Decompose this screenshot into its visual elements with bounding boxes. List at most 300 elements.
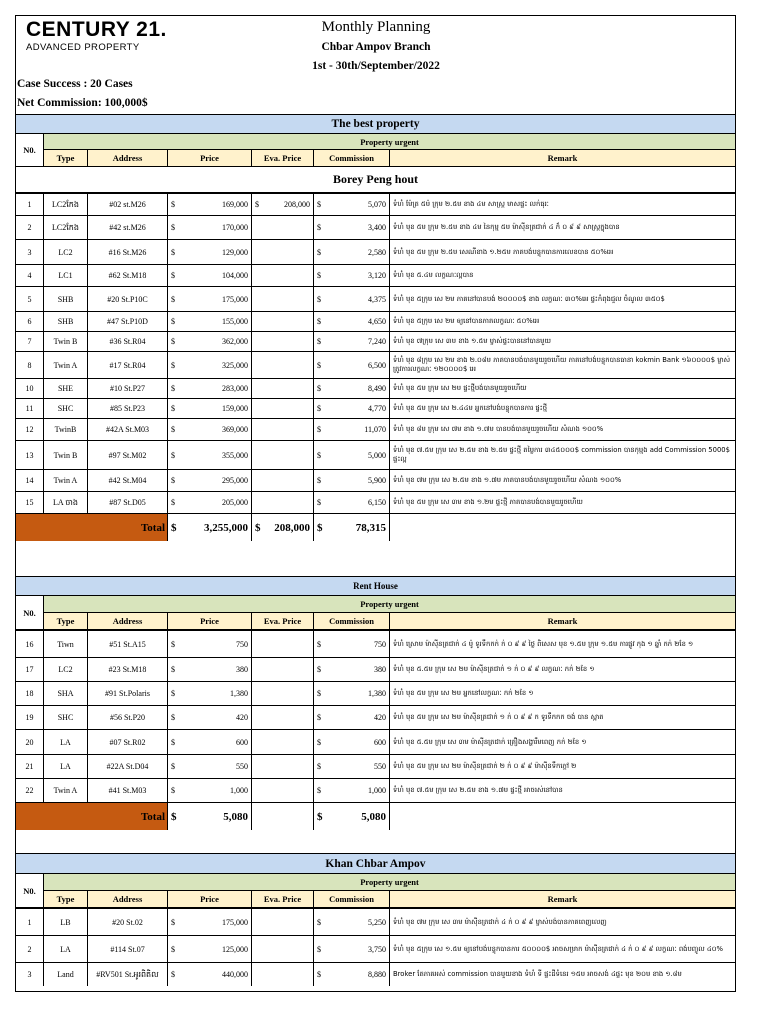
row-price [168,441,252,469]
row-eva-price [252,419,314,440]
currency-sign: $ [171,404,175,413]
row-commission [314,779,390,802]
logo-tagline: ADVANCED PROPERTY [26,42,140,53]
table-row [16,469,735,491]
table-header [16,133,735,166]
currency-sign: $ [317,223,321,232]
row-address: #07 St.R02 [88,730,168,754]
row-address: #56 St.P20 [88,706,168,729]
row-remark: ទំហំ មុខ ៥ម ក្រុម សេ ២ម ម៉ាស៊ីនត្រជាក់ ២ ក់ ០ ៩ ៩ ម៉ាស៊ីនទឹកក្តៅ ២ [393,762,577,770]
row-remark: ទំហំ មុខ ៥ម ក្រុម សេ ២ម ផ្ទះថ្មីបង់បានមួយរួចហើយ [393,384,527,392]
row-address: #22A St.D04 [88,755,168,778]
row-price [168,936,252,962]
row-price [168,909,252,935]
row-price [168,352,252,378]
row-price [168,419,252,440]
row-eva-price [252,631,314,657]
row-eva-price [252,492,314,513]
row-no: 14 [16,470,44,491]
row-address: #47 St.P10D [88,312,168,331]
currency-sign: $ [317,970,321,979]
price-value: 750 [236,639,248,649]
header-property-urgent: Property urgent [44,134,735,150]
total-commission-value: 5,080 [361,810,386,823]
row-address: #20 St.02 [88,909,168,935]
row-commission [314,441,390,469]
commission-value: 550 [374,762,386,771]
header-price: Price [168,150,252,166]
row-no: 3 [16,963,44,986]
row-price [168,379,252,398]
header-no: N0. [16,596,44,629]
table-row [16,331,735,351]
row-no: 7 [16,332,44,351]
row-remark: ទំហំ មុខ ៥ម ក្រុម សេ ២ម អ្នកនៅលក្ខណៈ កក់ ២ខែ ១ [393,689,534,697]
row-address: #114 St.07 [88,936,168,962]
row-type: Twin B [44,332,88,351]
currency-sign: $ [317,713,321,722]
row-remark: ទំហំ មុខ ៨ក្រុម សេ ២ម ខាង ២.០៨ម ភាគបានបង់បានមួយរួចហើយ ភាគនៅបង់បន្ទុកបានធានា kokmin Bank ១៦០០០០$ ម្ចាស់ត្រូវការលក្ខណៈ ១២០០០០$ អេ [393,356,731,373]
currency-sign: $ [171,521,177,534]
row-remark: ទំហំ មុខ ៥ម ក្រុម សេ ៣ម ខាង ១.២ម ផ្ទះថ្មី ភាគបានបង់បានមួយរួចហើយ [393,498,583,506]
table-row [16,681,735,705]
row-remark: ទំហំ មុខ ៧ម ក្រុម សេ ២.៥ម ខាង ១.៧ម ភាគបានបង់បានមួយរួចហើយ សំណង ១០០% [393,476,622,484]
currency-sign: $ [171,917,175,927]
commission-value: 1,000 [368,786,386,795]
row-eva-price [252,682,314,705]
currency-sign: $ [317,200,321,209]
row-commission [314,379,390,398]
row-type: SHE [44,379,88,398]
total-commission [314,514,390,541]
table-row [16,239,735,264]
net-commission: Net Commission: 100,000$ [17,97,148,109]
price-value: 550 [236,762,248,771]
commission-value: 8,490 [368,384,386,393]
row-price [168,216,252,239]
section-table-khan-chbar-ampov [16,907,735,986]
row-commission [314,265,390,286]
commission-value: 11,070 [364,425,386,434]
row-type: SHB [44,312,88,331]
table-row [16,657,735,681]
row-type: LC2 [44,240,88,264]
currency-sign: $ [171,762,175,771]
row-address: #91 St.Polaris [88,682,168,705]
row-eva-price [252,352,314,378]
row-remark: ទំហំ មុខ ៥.៥ម ក្រុម សេ ៣ម ម៉ាស៊ីនត្រជាក់ គ្រឿងសង្ហារឹមពេញ កក់ ២ខែ ១ [393,737,587,746]
header-remark: Remark [547,893,578,904]
header-commission: Commission [314,150,390,166]
row-commission [314,399,390,418]
commission-value: 5,250 [368,917,386,927]
total-eva-price [252,514,314,541]
row-address: #16 St.M26 [88,240,168,264]
row-price [168,755,252,778]
table-row [16,935,735,962]
row-price [168,332,252,351]
case-success: Case Success : 20 Cases [17,78,133,90]
currency-sign: $ [317,737,321,747]
row-type: SHB [44,287,88,311]
row-type: LC1 [44,265,88,286]
price-value: 600 [236,737,248,747]
commission-value: 4,770 [368,404,386,413]
currency-sign: $ [317,294,321,304]
currency-sign: $ [317,476,321,485]
currency-sign: $ [317,337,321,346]
price-value: 369,000 [222,425,248,434]
total-row [16,802,735,830]
price-value: 175,000 [222,917,248,927]
table-row [16,311,735,331]
commission-value: 420 [374,713,386,722]
currency-sign: $ [317,384,321,393]
row-type: Twin A [44,352,88,378]
row-no: 8 [16,352,44,378]
currency-sign: $ [171,294,175,304]
row-remark: ទំហំ មុខ ៥ម ក្រុម ២.៥ម ខាង ៤ម នៃកុម្ម ៥ម ម៉ាស៊ីនត្រជាក់ ៤ ក៏ ០ ៩ ៩ សាស្រ្តក្នុងបាន [393,223,620,231]
price-value: 170,000 [222,223,248,232]
row-eva-price [252,779,314,802]
currency-sign: $ [317,689,321,698]
row-price [168,399,252,418]
row-address: #42A St.M03 [88,419,168,440]
row-no: 22 [16,779,44,802]
row-remark: ទំហំ មុខ ៥ម ក្រុម ២.៥ម សេណីខាង ១.២៥ម ភាគបង់បន្ទុកបានការលេខបាន ៥០%អេ [393,247,614,256]
row-type: SHC [44,399,88,418]
row-price [168,194,252,215]
header-commission: Commission [314,891,390,908]
price-value: 440,000 [222,970,248,979]
total-price [168,803,252,830]
header-address: Address [88,613,168,630]
currency-sign: $ [171,200,175,209]
row-no: 12 [16,419,44,440]
commission-value: 4,375 [368,294,386,304]
row-no: 15 [16,492,44,513]
row-no: 20 [16,730,44,754]
header-remark: Remark [547,153,578,163]
row-address: #42 St.M04 [88,470,168,491]
row-type: Twin B [44,441,88,469]
row-commission [314,909,390,935]
row-price [168,706,252,729]
commission-value: 380 [374,665,386,674]
currency-sign: $ [171,498,175,507]
row-eva-price [252,332,314,351]
table-row [16,193,735,215]
currency-sign: $ [171,247,175,257]
row-price [168,470,252,491]
total-row [16,513,735,541]
total-remark-empty [390,803,735,830]
header-eva-price: Eva. Price [252,891,314,908]
currency-sign: $ [317,762,321,771]
row-address: #41 St.M03 [88,779,168,802]
row-eva-price [252,194,314,215]
row-remark: ទំហំ មុខ ៧ម ក្រុម សេ ៣ម ម៉ាស៊ីនត្រជាក់ ៤ ក់ ០ ៩ ៩ ម្ចាស់បង់បានភាគពេញលេញ [393,917,607,926]
total-price-value: 5,080 [223,810,248,823]
row-no: 2 [16,936,44,962]
row-address: #23 St.M18 [88,658,168,681]
table-row [16,778,735,802]
currency-sign: $ [171,944,175,954]
row-type: SHC [44,706,88,729]
row-commission [314,332,390,351]
row-no: 1 [16,909,44,935]
currency-sign: $ [317,639,321,649]
currency-sign: $ [255,200,259,209]
header-price: Price [168,891,252,908]
row-eva-price [252,287,314,311]
row-no: 4 [16,265,44,286]
row-remark: ទំហំ មុខ ៥ម ក្រុម សេ ២.៤៤ម អ្នកនៅបង់បន្ទុកបានការ ផ្ទះថ្មី [393,404,548,412]
row-no: 11 [16,399,44,418]
header-address: Address [88,891,168,908]
header-property-urgent: Property urgent [44,596,735,613]
currency-sign: $ [171,384,175,393]
planning-sheet [15,15,736,992]
currency-sign: $ [317,317,321,326]
commission-value: 3,750 [368,944,386,954]
currency-sign: $ [255,521,261,534]
eva-value: 208,000 [284,200,310,209]
row-price [168,312,252,331]
currency-sign: $ [171,786,175,795]
row-remark: ទំហំ មុខ ៥ក្រុម សេ ២ម ភាគនៅបានបង់ ២០០០០$ ខាង លក្ខណៈ ៣០%អេ ផ្ទះកំពុងជួល ចំណូល ៣៥០$ [393,294,665,303]
header-eva-price: Eva. Price [252,613,314,630]
subsection-borey-peng-hout: Borey Peng hout [16,166,735,192]
row-no: 17 [16,658,44,681]
row-eva-price [252,963,314,986]
currency-sign: $ [317,810,323,823]
row-type: LA ចាង [44,492,88,513]
row-address: #17 St.R04 [88,352,168,378]
row-no: 3 [16,240,44,264]
row-type: LA [44,936,88,962]
currency-sign: $ [317,521,323,534]
table-row [16,491,735,513]
row-remark: ទំហំ មុខ ៨ម ក្រុម សេ ៧ម ខាង ១.៧ម បានបង់បានមួយរួចហើយ សំណង ១០០% [393,425,604,433]
row-address: #RV501 St.អូរពិតិល [88,963,168,986]
price-value: 1,000 [230,786,248,795]
row-price [168,265,252,286]
row-commission [314,419,390,440]
table-row [16,398,735,418]
row-price [168,658,252,681]
price-value: 104,000 [222,271,248,280]
row-eva-price [252,441,314,469]
currency-sign: $ [317,404,321,413]
row-address: #85 St.P23 [88,399,168,418]
section-band-rent-house: Rent House [16,576,735,595]
section-band-khan-chbar-ampov: Khan Chbar Ampov [16,853,735,873]
row-remark: ទំហំ មុខ ៧.៥ម ក្រុម សេ ២.៥ម ខាង ២.៥ម ផ្ទះថ្មី តម្លៃការ ៣៤៥០០០$ commission បានកុម្មង add Commission 5000$ ផ្ទះល្អ [393,446,730,463]
row-eva-price [252,755,314,778]
price-value: 175,000 [222,294,248,304]
price-value: 1,380 [230,689,248,698]
row-remark: ទំហំ ស្រោម ម៉ាស៊ីនត្រជាក់ ៤ ម៉ូ ទូរទឹកកក់ ក់ ០ ៩ ៩ ថ្ងៃ ពិសេស មុខ ១.៥ម ក្រុម ១.៥ម ការផ្លូវ កុង ១ ឆ្នាំ កក់ ២ខែ ១ [393,639,694,648]
row-address: #02 st.M26 [88,194,168,215]
commission-value: 1,380 [368,689,386,698]
commission-value: 4,650 [368,317,386,326]
row-address: #42 st.M26 [88,216,168,239]
table-row [16,378,735,398]
table-row [16,754,735,778]
header-remark: Remark [547,615,578,626]
commission-value: 5,070 [368,200,386,209]
total-eva-price [252,803,314,830]
row-commission [314,240,390,264]
row-eva-price [252,706,314,729]
row-commission [314,755,390,778]
row-remark: Broker តែភាគអស់ commission បានមួយខាង ទំហំ ទី ផ្ទះដីទំនេរ ១៥ម អាចសង់ ៤ផ្ទះ មុខ ២០ម ខាង ១.៨ម [393,970,682,978]
header-type: Type [44,613,88,630]
table-row [16,962,735,986]
row-commission [314,312,390,331]
section-table-best-property [16,192,735,541]
row-remark: ទំហំ មុខ ៥.៤ម លក្ខណៈល្អបាន [393,271,474,279]
currency-sign: $ [171,713,175,722]
row-price [168,730,252,754]
row-commission [314,936,390,962]
currency-sign: $ [171,271,175,280]
row-no: 1 [16,194,44,215]
row-price [168,779,252,802]
row-eva-price [252,658,314,681]
row-address: #62 St.M18 [88,265,168,286]
row-price [168,240,252,264]
table-row [16,286,735,311]
currency-sign: $ [171,450,175,460]
row-type: TwinB [44,419,88,440]
price-value: 169,000 [222,200,248,209]
row-commission [314,470,390,491]
century21-logo [26,18,167,54]
currency-sign: $ [171,665,175,674]
row-address: #97 St.M02 [88,441,168,469]
currency-sign: $ [171,476,175,485]
total-commission-value: 78,315 [355,521,386,534]
commission-value: 2,580 [368,247,386,257]
total-label: Total [16,514,168,541]
header-commission: Commission [314,613,390,630]
price-value: 283,000 [222,384,248,393]
table-header [16,873,735,907]
row-type: LA [44,730,88,754]
row-type: LB [44,909,88,935]
row-commission [314,682,390,705]
table-row [16,729,735,754]
total-price [168,514,252,541]
currency-sign: $ [171,425,175,434]
total-remark-empty [390,514,735,541]
price-value: 325,000 [222,360,248,370]
row-commission [314,706,390,729]
currency-sign: $ [317,944,321,954]
row-no: 10 [16,379,44,398]
row-address: #51 St.A15 [88,631,168,657]
commission-value: 600 [374,737,386,747]
row-eva-price [252,265,314,286]
currency-sign: $ [171,317,175,326]
row-eva-price [252,909,314,935]
page-title: Monthly Planning [321,19,431,35]
table-row [16,908,735,935]
row-price [168,682,252,705]
row-address: #20 St.P10C [88,287,168,311]
row-commission [314,287,390,311]
commission-value: 750 [374,639,386,649]
table-row [16,215,735,239]
header-type: Type [44,891,88,908]
row-type: LC2កែង [44,216,88,239]
price-value: 380 [236,665,248,674]
sheet-header [16,16,735,114]
row-type: Tiwn [44,631,88,657]
row-commission [314,194,390,215]
header-type: Type [44,150,88,166]
row-no: 18 [16,682,44,705]
row-remark: ទំហំ មុខ ៥ក្រុម សេ ២ម ឲ្យនៅបានភាគលក្ខណៈ ៥០%អេ [393,317,540,325]
commission-value: 8,880 [368,970,386,979]
table-row [16,705,735,729]
header-no: N0. [16,874,44,907]
row-address: #36 St.R04 [88,332,168,351]
section-band-best-property: The best property [16,114,735,133]
row-type: LC2កែង [44,194,88,215]
table-header [16,595,735,629]
commission-value: 3,400 [368,223,386,232]
header-price: Price [168,613,252,630]
row-no: 21 [16,755,44,778]
section-table-rent-house [16,629,735,830]
header-property-urgent: Property urgent [44,874,735,891]
row-no: 6 [16,312,44,331]
commission-value: 7,240 [368,337,386,346]
row-remark: ទំហំ មុខ ៥.៥ម ក្រុម សេ ២ម ម៉ាស៊ីនត្រជាក់ ១ ក់ ០ ៩ ៩ លក្ខណៈ កក់ ២ខែ ១ [393,665,595,673]
currency-sign: $ [317,271,321,280]
price-value: 155,000 [222,317,248,326]
table-row [16,440,735,469]
total-price-value: 3,255,000 [204,521,248,534]
row-eva-price [252,730,314,754]
table-row [16,351,735,378]
row-commission [314,492,390,513]
row-eva-price [252,240,314,264]
currency-sign: $ [171,810,177,823]
currency-sign: $ [317,247,321,257]
price-value: 420 [236,713,248,722]
row-type: Twin A [44,779,88,802]
row-commission [314,730,390,754]
row-remark: ទំហំ មុខ ៧.៥ម ក្រុម សេ ២.៥ម ខាង ១.៧ម ផ្ទះថ្មី អាចរស់នៅបាន [393,786,563,794]
header-no: N0. [16,134,44,166]
commission-value: 6,500 [368,360,386,370]
row-commission [314,658,390,681]
row-type: Twin A [44,470,88,491]
currency-sign: $ [317,786,321,795]
commission-value: 3,120 [368,271,386,280]
branch-name: Chbar Ampov Branch [321,41,431,53]
currency-sign: $ [171,223,175,232]
row-type: LC2 [44,658,88,681]
table-row [16,418,735,440]
commission-value: 6,150 [368,498,386,507]
currency-sign: $ [317,917,321,927]
table-row [16,264,735,286]
